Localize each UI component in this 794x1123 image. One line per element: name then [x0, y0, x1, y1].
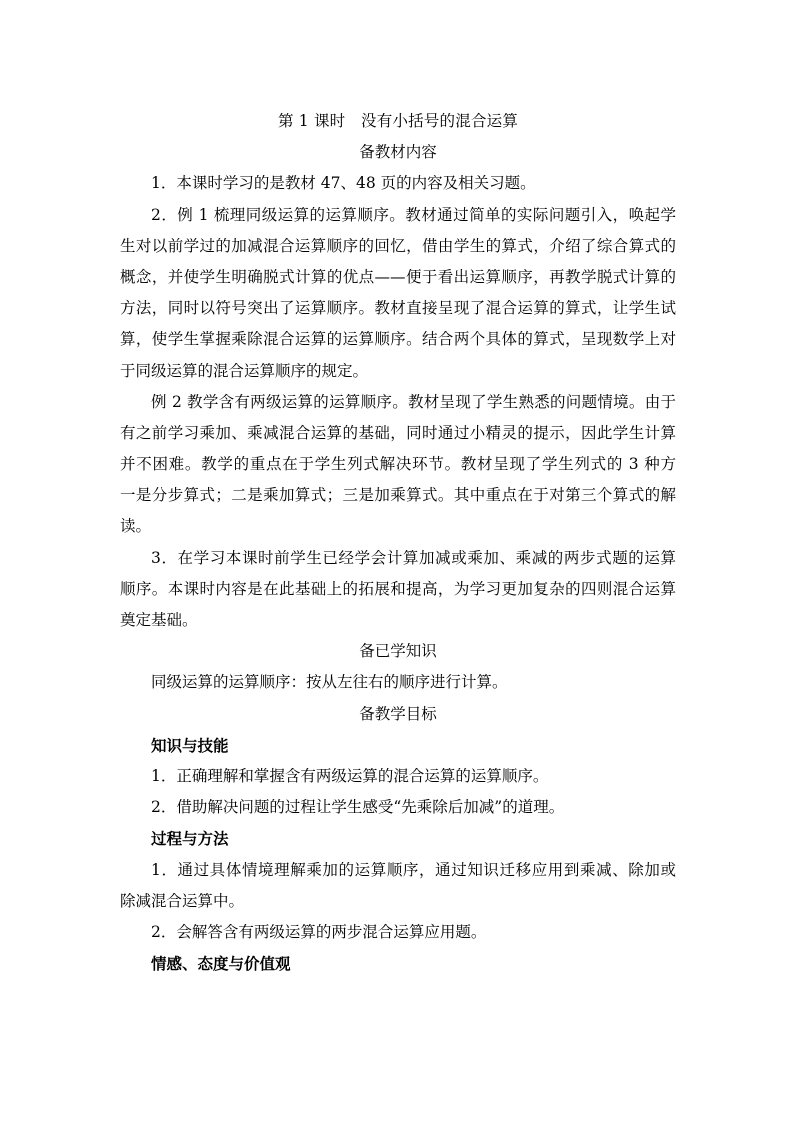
knowledge-item: 1．正确理解和掌握含有两级运算的混合运算的运算顺序。	[151, 766, 549, 785]
paragraph-2	[120, 200, 676, 387]
paragraph-line: 概念，并使学生明确脱式计算的优点——便于看出运算顺序，再教学脱式计算的	[120, 267, 676, 286]
subheading-emotion: 情感、态度与价值观	[151, 954, 291, 974]
paragraph-line: 于同级运算的混合运算顺序的规定。	[120, 361, 369, 380]
paragraph-line: 例 2 教学含有两级运算的运算顺序。教材呈现了学生熟悉的问题情境。由于	[151, 392, 676, 411]
paragraph-line: 生对以前学过的加减混合运算顺序的回忆，借由学生的算式，介绍了综合算式的	[120, 236, 676, 255]
subheading-process: 过程与方法	[151, 829, 229, 849]
paragraph-line: 2．例 1 梳理同级运算的运算顺序。教材通过简单的实际问题引入，唤起学	[151, 205, 676, 224]
paragraph-line: 除减混合运算中。	[120, 891, 245, 910]
paragraph-line: 并不困难。教学的重点在于学生列式解决环节。教材呈现了学生列式的 3 种方	[120, 455, 676, 474]
knowledge-item: 2．借助解决问题的过程让学生感受“先乘除后加减”的道理。	[151, 798, 565, 817]
section-heading-goals: 备教学目标	[359, 704, 437, 723]
prior-knowledge-text: 同级运算的运算顺序：按从左往右的顺序进行计算。	[151, 673, 508, 692]
process-item-1	[120, 855, 676, 917]
paragraph-1: 1．本课时学习的是教材 47、48 页的内容及相关习题。	[151, 174, 536, 193]
paragraph-line: 读。	[120, 517, 152, 536]
page-title: 第 1 课时 没有小括号的混合运算	[277, 112, 519, 130]
process-item-2: 2．会解答含有两级运算的两步混合运算应用题。	[151, 922, 487, 941]
paragraph-line: 3．在学习本课时前学生已经学会计算加减或乘加、乘减的两步式题的运算	[151, 548, 676, 567]
paragraph-line: 算，使学生掌握乘除混合运算的运算顺序。结合两个具体的算式，呈现数学上对	[120, 330, 676, 349]
document-body	[120, 106, 676, 979]
paragraph-line: 奠定基础。	[120, 611, 198, 629]
paragraph-4	[120, 543, 676, 637]
paragraph-line: 有之前学习乘加、乘减混合运算的基础，同时通过小精灵的提示，因此学生计算	[120, 423, 676, 442]
paragraph-line: 一是分步算式；二是乘加算式；三是加乘算式。其中重点在于对第三个算式的解	[120, 486, 676, 505]
paragraph-line: 1．通过具体情境理解乘加的运算顺序，通过知识迁移应用到乘减、除加或	[151, 860, 676, 879]
section-heading-content: 备教材内容	[359, 143, 437, 162]
subheading-knowledge: 知识与技能	[151, 735, 229, 755]
paragraph-line: 方法，同时以符号突出了运算顺序。教材直接呈现了混合运算的算式，让学生试	[120, 299, 676, 318]
paragraph-3	[120, 387, 676, 543]
section-heading-prior: 备已学知识	[359, 642, 437, 661]
paragraph-line: 顺序。本课时内容是在此基础上的拓展和提高，为学习更加复杂的四则混合运算	[120, 579, 676, 598]
